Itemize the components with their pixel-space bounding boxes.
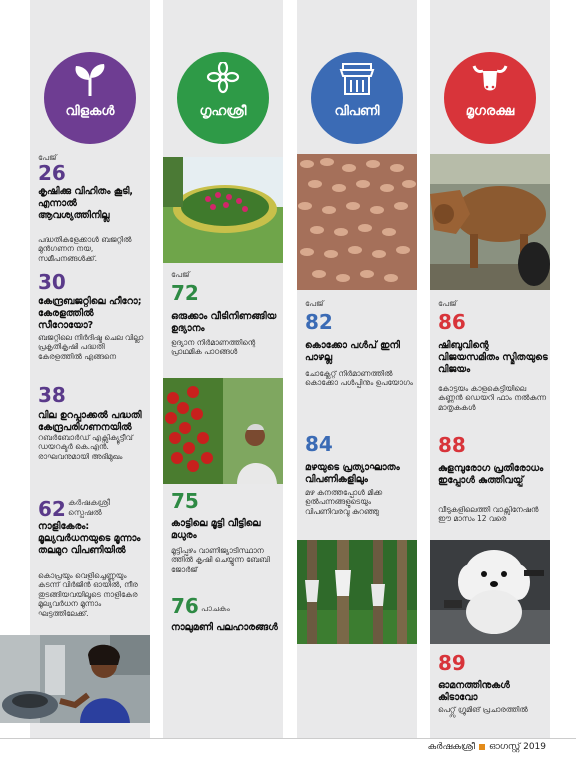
article-summary: മഴ കനത്തപ്പോൾ മിക്ക ഉൽപന്നങ്ങളുടെയും വിപണിവരവു കുറഞ്ഞു (305, 488, 383, 516)
section-badge-crops[interactable] (44, 52, 136, 144)
section-label: മൃഗരക്ഷ (465, 104, 515, 119)
article-summary: റബർബോർഡ് എക്സിക്യൂട്ടീവ് ഡയറക്ടർ കെ.എൻ. രാഘവനുമായി അഭിമുഖം (38, 433, 133, 461)
article-headline[interactable]: നാലുമണി പലഹാരങ്ങൾ (171, 622, 278, 633)
garden-photo (163, 157, 283, 263)
article-summary: കൊപ്രയും വെളിച്ചെണ്ണയും കടന്ന് വിർജിൻ ഓയിൽ, നീര തുടങ്ങിയവയിലൂടെ നാളികേര മൂല്യവർധന മൂന്നാം ഘട്ടത്തിലേക്ക്. (38, 571, 138, 618)
article-summary: ബജറ്റിലെ നിർദിഷ്ട ചെല വില്ലാ പ്രകൃതികൃഷി പദ്ധതി കേരളത്തിൽ എങ്ങനെ (38, 333, 144, 361)
article-headline[interactable]: ഒരുക്കാം വീടിനിണങ്ങിയ ഉദ്യാനം (171, 311, 277, 334)
market-stall-icon (337, 62, 377, 96)
page-label: പേജ് (171, 270, 190, 279)
dog-grooming-photo (430, 540, 550, 644)
article-headline[interactable]: മഴയുടെ പ്രത്യാഘാതം വിപണികളിലും (305, 462, 400, 485)
plant-sprout-icon (70, 62, 110, 96)
page-footer (428, 742, 546, 752)
flower-icon (203, 62, 243, 96)
woman-coconut-photo (0, 635, 150, 723)
category-tag: പാചകം (201, 604, 230, 613)
article-summary: പദ്ധതികളേക്കാൾ ബജറ്റിൽ മുൻഗണന നയ, സമീപനങ്ങൾക്ക്. (38, 235, 132, 263)
article-summary: ഉദ്യാന നിർമാണത്തിന്റെ പ്രാഥമിക പാഠങ്ങൾ (171, 338, 256, 357)
section-badge-home[interactable] (177, 52, 269, 144)
article-summary: മൂട്ടിപ്പഴം വാണിജ്യാടിസ്ഥാന ത്തിൽ കൃഷി ചെയ്യുന്ന ബേബി ജോർജ് (171, 546, 270, 574)
issue-date: ഓഗസ്റ്റ് 2019 (488, 742, 546, 752)
section-label: വിളകൾ (65, 104, 115, 119)
page-number[interactable]: 84 (305, 432, 333, 456)
page-number[interactable]: 72 (171, 281, 199, 305)
cow-head-icon (470, 62, 510, 96)
section-badge-animal-care[interactable] (444, 52, 536, 144)
separator-square (479, 744, 485, 750)
article-headline[interactable]: കുളമ്പുരോഗ പ്രതിരോധം ഇപ്പോൾ കുത്തിവയ്പ് (438, 463, 544, 486)
section-label: വിപണി (334, 104, 380, 119)
cocoa-beans-photo (297, 154, 417, 290)
page-label: പേജ് (38, 153, 57, 162)
article-headline[interactable]: കൃഷിക്കു വിഹിതം കൂടി, എന്നാൽ ആവശ്യത്തിനില്ല (38, 186, 134, 221)
article-headline[interactable]: കേന്ദ്രബജറ്റിലെ ഹീറോ; കേരളത്തിൽ സീറോയോ? (38, 296, 142, 331)
page-number[interactable]: 75 (171, 489, 199, 513)
article-summary: വീടുകളിലെത്തി വാക്സിനേഷൻ ഈ മാസം 12 വരെ (438, 505, 539, 524)
page-number[interactable]: 88 (438, 433, 466, 457)
page-number[interactable]: 38 (38, 383, 66, 407)
article-headline[interactable]: വില ഉറപ്പാക്കൽ പദ്ധതി കേന്ദ്രപരിഗണനയിൽ (38, 410, 142, 433)
article-headline[interactable]: ഓമനത്തിനുകൾ കിടാവോ (438, 680, 510, 703)
fruit-farmer-photo (163, 378, 283, 484)
article-headline[interactable]: നാളികേരം: മൂല്യവർധനയുടെ മൂന്നാം തലമുറ വിപണിയിൽ (38, 521, 141, 556)
article-headline[interactable]: കൊക്കോ പൾപ് ഇനി പാഴല്ല (305, 340, 400, 363)
page-number[interactable]: 62 (38, 497, 66, 521)
page-label: പേജ് (305, 299, 324, 308)
page-number[interactable]: 82 (305, 310, 333, 334)
special-tag: കർഷകശ്രീ സ്പെഷൽ (68, 498, 111, 517)
page-label: പേജ് (438, 299, 457, 308)
article-summary: പെറ്റ്സ് ഗ്രൂമിങ് പ്രചാരത്തിൽ (438, 705, 528, 714)
cow-photo (430, 154, 550, 290)
page-number[interactable]: 86 (438, 310, 466, 334)
rubber-trees-photo (297, 540, 417, 644)
article-summary: ചോക്ലേറ്റ് നിർമാണത്തിൽ കൊക്കോ പൾപ്പിനും ഉപയോഗം (305, 369, 413, 388)
section-label: ഗൃഹശ്രീ (199, 104, 247, 119)
section-badge-market[interactable] (311, 52, 403, 144)
footer-rule (0, 738, 576, 739)
article-headline[interactable]: കാട്ടിലെ മൂട്ടി വീട്ടിലെ മധുരം (171, 518, 261, 541)
article-headline[interactable]: ഷിബുവിന്റെ വിജയസമിതം സ്മിതയുടെ വിജയം (438, 340, 548, 375)
magazine-name: കർഷകശ്രീ (427, 742, 475, 752)
page-number[interactable]: 76 (171, 594, 199, 618)
page-number[interactable]: 89 (438, 651, 466, 675)
page-number[interactable]: 26 (38, 161, 66, 185)
article-summary: കോട്ടയം കാളകെട്ടിയിലെ കണ്ണൻ ഡെയറി ഫാം നൽകുന്ന മാതൃകകൾ (438, 384, 547, 412)
page-number[interactable]: 30 (38, 270, 66, 294)
